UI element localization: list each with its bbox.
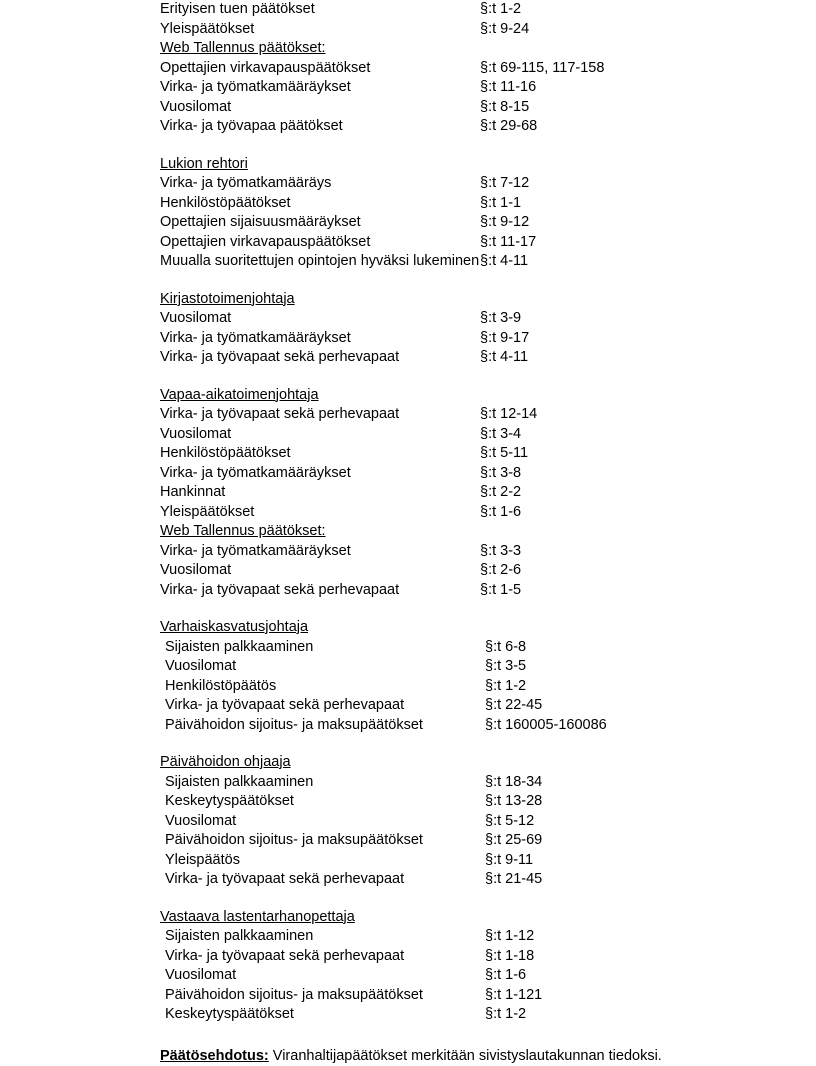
- table-row: [160, 542, 776, 562]
- row-label: Henkilöstöpäätös: [160, 677, 485, 697]
- row-label: Vuosilomat: [160, 657, 485, 677]
- spacer: [160, 137, 776, 155]
- table-row: [160, 947, 776, 967]
- table-row: [160, 98, 776, 118]
- table-row: [160, 812, 776, 832]
- table-row: [160, 1005, 776, 1025]
- section-heading: Web Tallennus päätökset:: [160, 39, 776, 59]
- table-row: [160, 773, 776, 793]
- row-label: Hankinnat: [160, 483, 480, 503]
- row-label: Päivähoidon sijoitus- ja maksupäätökset: [160, 986, 485, 1006]
- row-value: §:t 160005-160086: [485, 716, 776, 736]
- decision-group: [160, 927, 776, 1025]
- decision-group: [160, 174, 776, 272]
- row-value: §:t 11-17: [480, 233, 776, 253]
- row-label: Vuosilomat: [160, 561, 480, 581]
- decision-proposal: [160, 1047, 776, 1066]
- row-value: §:t 1-18: [485, 947, 776, 967]
- table-row: [160, 425, 776, 445]
- decision-group: [160, 542, 776, 601]
- row-value: §:t 6-8: [485, 638, 776, 658]
- row-label: Sijaisten palkkaaminen: [160, 773, 485, 793]
- row-value: §:t 1-121: [485, 986, 776, 1006]
- table-row: [160, 503, 776, 523]
- row-value: §:t 9-12: [480, 213, 776, 233]
- row-value: §:t 1-6: [480, 503, 776, 523]
- decision-group: [160, 405, 776, 522]
- table-row: [160, 348, 776, 368]
- row-label: Henkilöstöpäätökset: [160, 444, 480, 464]
- decision-proposal-label: Päätösehdotus:: [160, 1048, 269, 1064]
- row-label: Sijaisten palkkaaminen: [160, 638, 485, 658]
- decision-proposal-text: Viranhaltijapäätökset merkitään sivistyslautakunnan tiedoksi.: [269, 1048, 662, 1064]
- row-label: Vuosilomat: [160, 309, 480, 329]
- row-label: Henkilöstöpäätökset: [160, 194, 480, 214]
- row-label: Yleispäätökset: [160, 503, 480, 523]
- row-value: §:t 7-12: [480, 174, 776, 194]
- row-value: §:t 9-11: [485, 851, 776, 871]
- row-label: Vuosilomat: [160, 966, 485, 986]
- decision-group: [160, 773, 776, 890]
- row-value: §:t 18-34: [485, 773, 776, 793]
- section-heading: Varhaiskasvatusjohtaja: [160, 618, 776, 638]
- row-value: §:t 21-45: [485, 870, 776, 890]
- row-label: Keskeytyspäätökset: [160, 1005, 485, 1025]
- spacer: [160, 600, 776, 618]
- row-value: §:t 5-11: [480, 444, 776, 464]
- table-row: [160, 581, 776, 601]
- row-label: Virka- ja työmatkamääräykset: [160, 78, 480, 98]
- row-value: §:t 1-1: [480, 194, 776, 214]
- row-value: §:t 4-11: [480, 348, 776, 368]
- table-row: [160, 677, 776, 697]
- row-label: Erityisen tuen päätökset: [160, 0, 480, 20]
- row-label: Virka- ja työmatkamääräykset: [160, 329, 480, 349]
- row-value: §:t 13-28: [485, 792, 776, 812]
- row-label: Vuosilomat: [160, 98, 480, 118]
- decision-group: [160, 59, 776, 137]
- decision-group: [160, 638, 776, 736]
- row-value: §:t 9-24: [480, 20, 776, 40]
- row-value: §:t 2-6: [480, 561, 776, 581]
- table-row: [160, 870, 776, 890]
- row-label: Opettajien sijaisuusmääräykset: [160, 213, 480, 233]
- section-heading: Vastaava lastentarhanopettaja: [160, 908, 776, 928]
- row-value: §:t 1-2: [485, 677, 776, 697]
- row-label: Virka- ja työvapaat sekä perhevapaat: [160, 581, 480, 601]
- row-value: §:t 11-16: [480, 78, 776, 98]
- row-label: Päivähoidon sijoitus- ja maksupäätökset: [160, 716, 485, 736]
- section-heading: Kirjastotoimenjohtaja: [160, 290, 776, 310]
- table-row: [160, 213, 776, 233]
- row-label: Virka- ja työvapaat sekä perhevapaat: [160, 696, 485, 716]
- row-value: §:t 12-14: [480, 405, 776, 425]
- table-row: [160, 78, 776, 98]
- table-row: [160, 638, 776, 658]
- table-row: [160, 831, 776, 851]
- row-value: §:t 3-5: [485, 657, 776, 677]
- table-row: [160, 0, 776, 20]
- row-label: Virka- ja työvapaat sekä perhevapaat: [160, 348, 480, 368]
- table-row: [160, 252, 776, 272]
- row-value: §:t 4-11: [480, 252, 776, 272]
- row-label: Opettajien virkavapauspäätökset: [160, 59, 480, 79]
- table-row: [160, 174, 776, 194]
- row-label: Yleispäätös: [160, 851, 485, 871]
- decision-group: [160, 0, 776, 39]
- table-row: [160, 561, 776, 581]
- row-label: Opettajien virkavapauspäätökset: [160, 233, 480, 253]
- row-value: §:t 3-8: [480, 464, 776, 484]
- row-label: Muualla suoritettujen opintojen hyväksi lukeminen: [160, 252, 480, 272]
- section-heading: Vapaa-aikatoimenjohtaja: [160, 386, 776, 406]
- row-label: Vuosilomat: [160, 812, 485, 832]
- table-row: [160, 483, 776, 503]
- table-row: [160, 59, 776, 79]
- table-row: [160, 117, 776, 137]
- table-row: [160, 20, 776, 40]
- row-label: Virka- ja työmatkamääräys: [160, 174, 480, 194]
- row-value: §:t 1-12: [485, 927, 776, 947]
- table-row: [160, 927, 776, 947]
- table-row: [160, 986, 776, 1006]
- table-row: [160, 966, 776, 986]
- row-label: Virka- ja työvapaat sekä perhevapaat: [160, 870, 485, 890]
- row-value: §:t 1-6: [485, 966, 776, 986]
- table-row: [160, 329, 776, 349]
- section-heading: Web Tallennus päätökset:: [160, 522, 776, 542]
- table-row: [160, 851, 776, 871]
- row-value: §:t 3-3: [480, 542, 776, 562]
- row-label: Virka- ja työmatkamääräykset: [160, 464, 480, 484]
- spacer: [160, 272, 776, 290]
- section-heading: Lukion rehtori: [160, 155, 776, 175]
- table-row: [160, 696, 776, 716]
- row-label: Virka- ja työvapaa päätökset: [160, 117, 480, 137]
- spacer: [160, 735, 776, 753]
- section-heading: Päivähoidon ohjaaja: [160, 753, 776, 773]
- table-row: [160, 194, 776, 214]
- row-label: Virka- ja työmatkamääräykset: [160, 542, 480, 562]
- row-value: §:t 1-5: [480, 581, 776, 601]
- table-row: [160, 792, 776, 812]
- row-value: §:t 3-4: [480, 425, 776, 445]
- row-value: §:t 5-12: [485, 812, 776, 832]
- row-label: Sijaisten palkkaaminen: [160, 927, 485, 947]
- row-value: §:t 3-9: [480, 309, 776, 329]
- row-value: §:t 1-2: [480, 0, 776, 20]
- spacer: [160, 368, 776, 386]
- row-value: §:t 2-2: [480, 483, 776, 503]
- table-row: [160, 657, 776, 677]
- row-value: §:t 29-68: [480, 117, 776, 137]
- row-label: Virka- ja työvapaat sekä perhevapaat: [160, 947, 485, 967]
- table-row: [160, 444, 776, 464]
- table-row: [160, 464, 776, 484]
- table-row: [160, 309, 776, 329]
- row-label: Vuosilomat: [160, 425, 480, 445]
- row-value: §:t 8-15: [480, 98, 776, 118]
- row-value: §:t 69-115, 117-158: [480, 59, 776, 79]
- spacer: [160, 890, 776, 908]
- table-row: [160, 716, 776, 736]
- row-label: Virka- ja työvapaat sekä perhevapaat: [160, 405, 480, 425]
- table-row: [160, 233, 776, 253]
- row-value: §:t 9-17: [480, 329, 776, 349]
- decision-group: [160, 309, 776, 368]
- row-value: §:t 22-45: [485, 696, 776, 716]
- table-row: [160, 405, 776, 425]
- row-label: Keskeytyspäätökset: [160, 792, 485, 812]
- row-label: Päivähoidon sijoitus- ja maksupäätökset: [160, 831, 485, 851]
- row-value: §:t 25-69: [485, 831, 776, 851]
- row-value: §:t 1-2: [485, 1005, 776, 1025]
- row-label: Yleispäätökset: [160, 20, 480, 40]
